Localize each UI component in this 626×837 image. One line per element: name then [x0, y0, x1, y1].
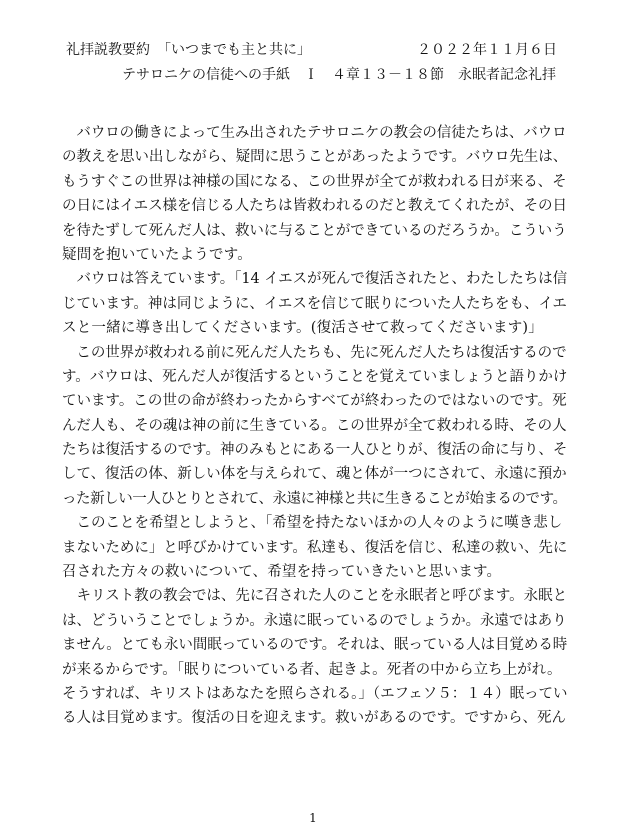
body-line: して、復活の体、新しい体を与えられて、魂と体が一つにされて、永遠に預か: [62, 466, 567, 483]
body-line: 召された方々の救いについて、希望を持っていきたいと思います。: [62, 564, 502, 581]
body-line: 疑問を抱いていたようです。: [62, 246, 252, 263]
body-line: の日にはイエス様を信じる人たちは皆救われるのだと教えてくれたが、その日: [62, 198, 567, 215]
body-line: まないために」と呼びかけています。私達も、復活を信じ、私達の救い、先に: [62, 539, 568, 556]
body-line: バウロの働きによって生み出されたテサロニケの教会の信徒たちは、バウロ: [62, 125, 567, 141]
body-line: この世界が救われる前に死んだ人たちも、先に死んだ人たちは復活するので: [62, 344, 567, 361]
body-line: たちは復活するのです。神のみもとにある一人ひとりが、復活の命に与り、そ: [62, 442, 568, 459]
body-line: スと一緒に導き出してくださいます。(復活させて救ってくださいます)」: [62, 320, 543, 337]
page-number: 1: [309, 811, 317, 825]
body-line: じています。神は同じように、イエスを信じて眠りについた人たちをも、イエ: [62, 295, 567, 312]
body-line: そうすれば、キリストはあなたを照らされる。」（エフェソ５：１４）眠ってい: [62, 685, 568, 702]
body-line: もうすぐこの世界は神様の国になる、この世界が全てが救われる日が来る、そ: [62, 173, 567, 190]
sermon-date: ２０２２年１１月６日: [417, 42, 557, 58]
body-line: が来るからです。「眠りについている者、起きよ。死者の中から立ち上がれ。: [62, 661, 562, 678]
body-line: の教えを思い出しながら、疑問に思うことがあったようです。バウロ先生は、: [62, 149, 568, 166]
body-line: を待たずして死んだ人は、救いに与ることができているのだろうか。こういう: [62, 222, 567, 239]
body-line: このことを希望としようと、「希望を持たないほかの人々のように嘆き悲し: [62, 515, 563, 532]
sermon-title: 礼拝説教要約 「いつまでも主と共に」: [66, 42, 311, 58]
body-line: った新しい一人ひとりとされて、永遠に神様と共に生きることが始まるのです。: [62, 490, 567, 507]
body-line: ています。この世の命が終わったからすべてが終わったのではないのです。死: [62, 393, 567, 410]
body-line: る人は目覚めます。復活の日を迎えます。救いがあるのです。ですから、死ん: [62, 710, 567, 727]
body-line: んだ人も、その魂は神の前に生きている。この世界が全て救われる時、その人: [62, 417, 567, 434]
body-line: バウロは答えています。「14 イエスが死んで復活されたと、わたしたちは信: [62, 271, 568, 288]
body-line: キリスト教の教会では、先に召された人のことを永眠者と呼びます。永眠と: [62, 588, 568, 605]
sermon-body: [62, 121, 568, 731]
body-line: は、どういうことでしょうか。永遠に眠っているのでしょうか。永遠ではあり: [62, 612, 567, 629]
body-line: ません。とても永い間眠っているのです。それは、眠っている人は目覚める時: [62, 637, 568, 654]
scripture-reference: テサロニケの信徒への手紙 Ｉ ４章１３－１８節 永眠者記念礼拝: [122, 67, 556, 83]
body-line: す。バウロは、死んだ人が復活するということを覚えていましょうと語りかけ: [62, 368, 568, 385]
